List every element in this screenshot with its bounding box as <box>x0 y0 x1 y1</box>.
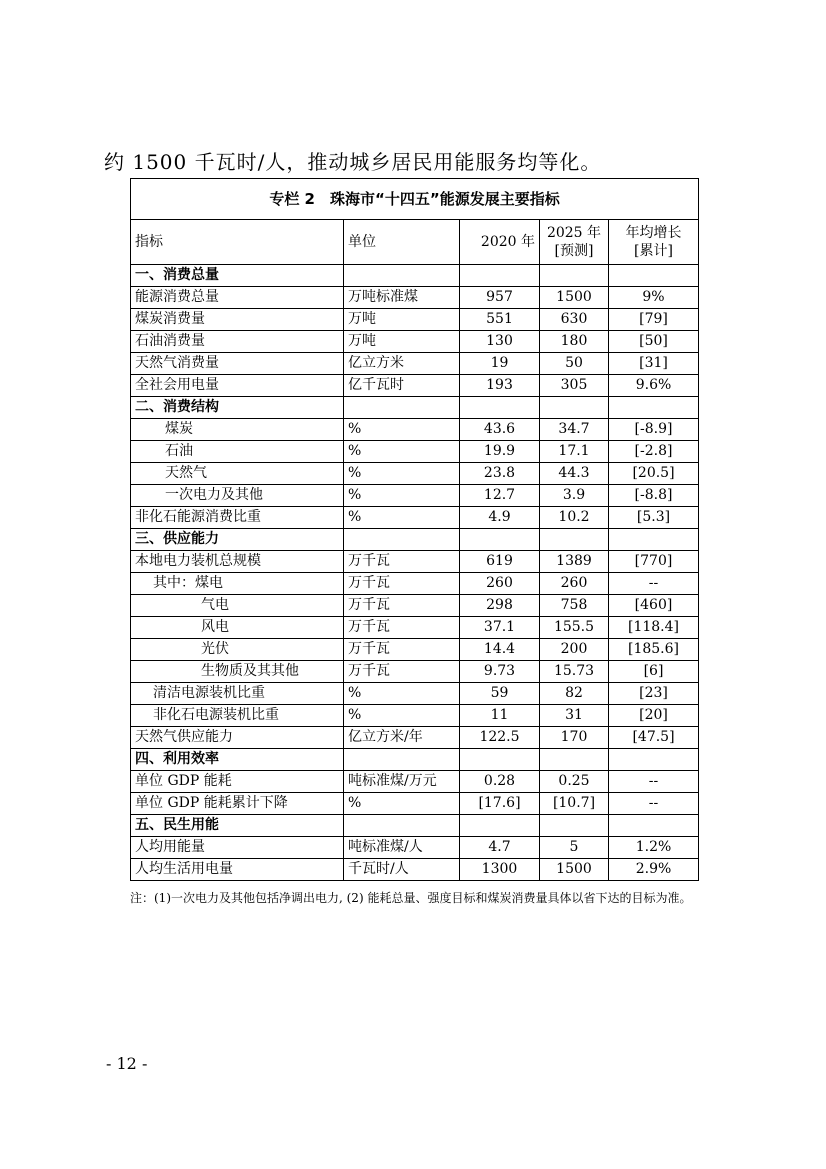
header-growth-line1: 年均增长 <box>625 225 682 241</box>
unit-cell: 万千瓦 <box>344 617 460 639</box>
unit-cell: % <box>344 705 460 727</box>
value-2025: 155.5 <box>540 617 609 639</box>
indicator-name: 煤炭 <box>131 419 344 441</box>
empty-cell <box>460 265 540 287</box>
table-row <box>131 837 699 859</box>
table-row <box>131 595 699 617</box>
section-row <box>131 397 699 419</box>
empty-cell <box>609 529 699 551</box>
indicator-name: 一次电力及其他 <box>131 485 344 507</box>
value-2020: [17.6] <box>460 793 540 815</box>
section-title: 一、消费总量 <box>131 265 344 287</box>
page-number: - 12 - <box>106 1054 148 1073</box>
growth-cell: [47.5] <box>609 727 699 749</box>
value-2020: 298 <box>460 595 540 617</box>
value-2025: 5 <box>540 837 609 859</box>
unit-cell: 万千瓦 <box>344 573 460 595</box>
value-2020: 12.7 <box>460 485 540 507</box>
empty-cell <box>344 397 460 419</box>
empty-cell <box>540 397 609 419</box>
indicator-name: 非化石电源装机比重 <box>131 705 344 727</box>
growth-cell: -- <box>609 771 699 793</box>
value-2020: 37.1 <box>460 617 540 639</box>
value-2025: 0.25 <box>540 771 609 793</box>
indicator-name: 清洁电源装机比重 <box>131 683 344 705</box>
indicator-name: 人均生活用电量 <box>131 859 344 881</box>
value-2020: 11 <box>460 705 540 727</box>
empty-cell <box>540 815 609 837</box>
indicator-name: 全社会用电量 <box>131 375 344 397</box>
growth-cell: -- <box>609 573 699 595</box>
value-2020: 1300 <box>460 859 540 881</box>
value-2025: 260 <box>540 573 609 595</box>
growth-cell: [20.5] <box>609 463 699 485</box>
value-2020: 19 <box>460 353 540 375</box>
header-2025 <box>540 220 609 265</box>
section-row <box>131 815 699 837</box>
growth-cell: [50] <box>609 331 699 353</box>
growth-cell: [23] <box>609 683 699 705</box>
unit-cell: 万吨 <box>344 331 460 353</box>
table-row <box>131 859 699 881</box>
value-2025: 17.1 <box>540 441 609 463</box>
unit-cell: 万千瓦 <box>344 661 460 683</box>
value-2020: 43.6 <box>460 419 540 441</box>
growth-cell: 1.2% <box>609 837 699 859</box>
table-title: 专栏 2 珠海市“十四五”能源发展主要指标 <box>131 179 699 220</box>
indicator-name: 风电 <box>131 617 344 639</box>
unit-cell: 万千瓦 <box>344 551 460 573</box>
value-2025: 44.3 <box>540 463 609 485</box>
value-2020: 551 <box>460 309 540 331</box>
table-row <box>131 463 699 485</box>
value-2020: 59 <box>460 683 540 705</box>
empty-cell <box>460 397 540 419</box>
indicator-name: 石油 <box>131 441 344 463</box>
value-2025: 200 <box>540 639 609 661</box>
growth-cell: [-2.8] <box>609 441 699 463</box>
table-title-row <box>131 179 699 220</box>
growth-cell: 9.6% <box>609 375 699 397</box>
indicator-name: 天然气供应能力 <box>131 727 344 749</box>
table-row <box>131 661 699 683</box>
value-2020: 619 <box>460 551 540 573</box>
value-2020: 122.5 <box>460 727 540 749</box>
unit-cell: % <box>344 507 460 529</box>
indicator-name: 气电 <box>131 595 344 617</box>
value-2025: 170 <box>540 727 609 749</box>
indicator-name: 光伏 <box>131 639 344 661</box>
table-row <box>131 573 699 595</box>
table-footnote: 注：(1)一次电力及其他包括净调出电力, (2) 能耗总量、强度目标和煤炭消费量具体以省下达的目标为准。 <box>130 891 692 905</box>
table-row <box>131 617 699 639</box>
indicator-name: 天然气消费量 <box>131 353 344 375</box>
unit-cell: 万千瓦 <box>344 595 460 617</box>
table-row <box>131 639 699 661</box>
section-title: 二、消费结构 <box>131 397 344 419</box>
value-2020: 0.28 <box>460 771 540 793</box>
indicator-name: 煤炭消费量 <box>131 309 344 331</box>
indicator-name: 天然气 <box>131 463 344 485</box>
header-2025-line2: [预测] <box>554 243 594 259</box>
value-2020: 23.8 <box>460 463 540 485</box>
growth-cell: [5.3] <box>609 507 699 529</box>
table-row <box>131 309 699 331</box>
value-2025: 180 <box>540 331 609 353</box>
table-row <box>131 287 699 309</box>
growth-cell: [31] <box>609 353 699 375</box>
unit-cell: 万吨 <box>344 309 460 331</box>
table-row <box>131 441 699 463</box>
unit-cell: 亿立方米 <box>344 353 460 375</box>
value-2020: 260 <box>460 573 540 595</box>
growth-cell: 2.9% <box>609 859 699 881</box>
value-2020: 4.7 <box>460 837 540 859</box>
empty-cell <box>609 815 699 837</box>
table-row <box>131 375 699 397</box>
indicator-name: 石油消费量 <box>131 331 344 353</box>
unit-cell: % <box>344 793 460 815</box>
growth-cell: [20] <box>609 705 699 727</box>
growth-cell: [460] <box>609 595 699 617</box>
growth-cell: [79] <box>609 309 699 331</box>
indicator-name: 人均用能量 <box>131 837 344 859</box>
unit-cell: 亿千瓦时 <box>344 375 460 397</box>
unit-cell: 亿立方米/年 <box>344 727 460 749</box>
table-row <box>131 485 699 507</box>
empty-cell <box>609 749 699 771</box>
value-2020: 4.9 <box>460 507 540 529</box>
empty-cell <box>540 265 609 287</box>
table-row <box>131 727 699 749</box>
value-2025: 10.2 <box>540 507 609 529</box>
indicator-name: 非化石能源消费比重 <box>131 507 344 529</box>
empty-cell <box>344 749 460 771</box>
value-2025: 1500 <box>540 859 609 881</box>
value-2020: 130 <box>460 331 540 353</box>
unit-cell: % <box>344 683 460 705</box>
empty-cell <box>344 265 460 287</box>
section-title: 五、民生用能 <box>131 815 344 837</box>
table-row <box>131 705 699 727</box>
table-row <box>131 793 699 815</box>
header-growth <box>609 220 699 265</box>
indicator-name: 其中：煤电 <box>131 573 344 595</box>
value-2025: 630 <box>540 309 609 331</box>
section-row <box>131 529 699 551</box>
value-2025: 50 <box>540 353 609 375</box>
value-2025: 82 <box>540 683 609 705</box>
indicator-name: 单位 GDP 能耗累计下降 <box>131 793 344 815</box>
unit-cell: 万吨标准煤 <box>344 287 460 309</box>
header-2025-line1: 2025 年 <box>546 225 602 241</box>
growth-cell: [185.6] <box>609 639 699 661</box>
value-2025: 34.7 <box>540 419 609 441</box>
header-2020: 2020 年 <box>460 220 540 265</box>
table-row <box>131 771 699 793</box>
empty-cell <box>609 397 699 419</box>
section-row <box>131 265 699 287</box>
unit-cell: 吨标准煤/人 <box>344 837 460 859</box>
table-row <box>131 507 699 529</box>
growth-cell: [-8.9] <box>609 419 699 441</box>
unit-cell: % <box>344 419 460 441</box>
value-2025: 15.73 <box>540 661 609 683</box>
header-indicator: 指标 <box>131 220 344 265</box>
growth-cell: [6] <box>609 661 699 683</box>
value-2025: 31 <box>540 705 609 727</box>
value-2020: 957 <box>460 287 540 309</box>
value-2020: 193 <box>460 375 540 397</box>
empty-cell <box>540 529 609 551</box>
indicator-name: 能源消费总量 <box>131 287 344 309</box>
value-2020: 19.9 <box>460 441 540 463</box>
value-2025: 1389 <box>540 551 609 573</box>
value-2025: 758 <box>540 595 609 617</box>
empty-cell <box>344 815 460 837</box>
table-row <box>131 331 699 353</box>
section-title: 四、利用效率 <box>131 749 344 771</box>
empty-cell <box>460 815 540 837</box>
empty-cell <box>460 529 540 551</box>
value-2020: 9.73 <box>460 661 540 683</box>
unit-cell: % <box>344 463 460 485</box>
growth-cell: 9% <box>609 287 699 309</box>
growth-cell: -- <box>609 793 699 815</box>
unit-cell: % <box>344 485 460 507</box>
value-2025: 305 <box>540 375 609 397</box>
growth-cell: [770] <box>609 551 699 573</box>
lead-paragraph: 约 1500 千瓦时/人，推动城乡居民用能服务均等化。 <box>104 150 602 174</box>
header-unit: 单位 <box>344 220 460 265</box>
indicator-name: 单位 GDP 能耗 <box>131 771 344 793</box>
unit-cell: 吨标准煤/万元 <box>344 771 460 793</box>
table-row <box>131 551 699 573</box>
empty-cell <box>540 749 609 771</box>
value-2025: [10.7] <box>540 793 609 815</box>
energy-indicators-table <box>130 178 699 881</box>
growth-cell: [-8.8] <box>609 485 699 507</box>
table-row <box>131 353 699 375</box>
empty-cell <box>344 529 460 551</box>
section-row <box>131 749 699 771</box>
indicator-name: 生物质及其其他 <box>131 661 344 683</box>
header-growth-line2: [累计] <box>634 243 673 259</box>
table-row <box>131 419 699 441</box>
unit-cell: % <box>344 441 460 463</box>
indicator-name: 本地电力装机总规模 <box>131 551 344 573</box>
empty-cell <box>609 265 699 287</box>
value-2025: 3.9 <box>540 485 609 507</box>
unit-cell: 万千瓦 <box>344 639 460 661</box>
unit-cell: 千瓦时/人 <box>344 859 460 881</box>
table-row <box>131 683 699 705</box>
value-2025: 1500 <box>540 287 609 309</box>
section-title: 三、供应能力 <box>131 529 344 551</box>
empty-cell <box>460 749 540 771</box>
growth-cell: [118.4] <box>609 617 699 639</box>
value-2020: 14.4 <box>460 639 540 661</box>
table-header-row <box>131 220 699 265</box>
